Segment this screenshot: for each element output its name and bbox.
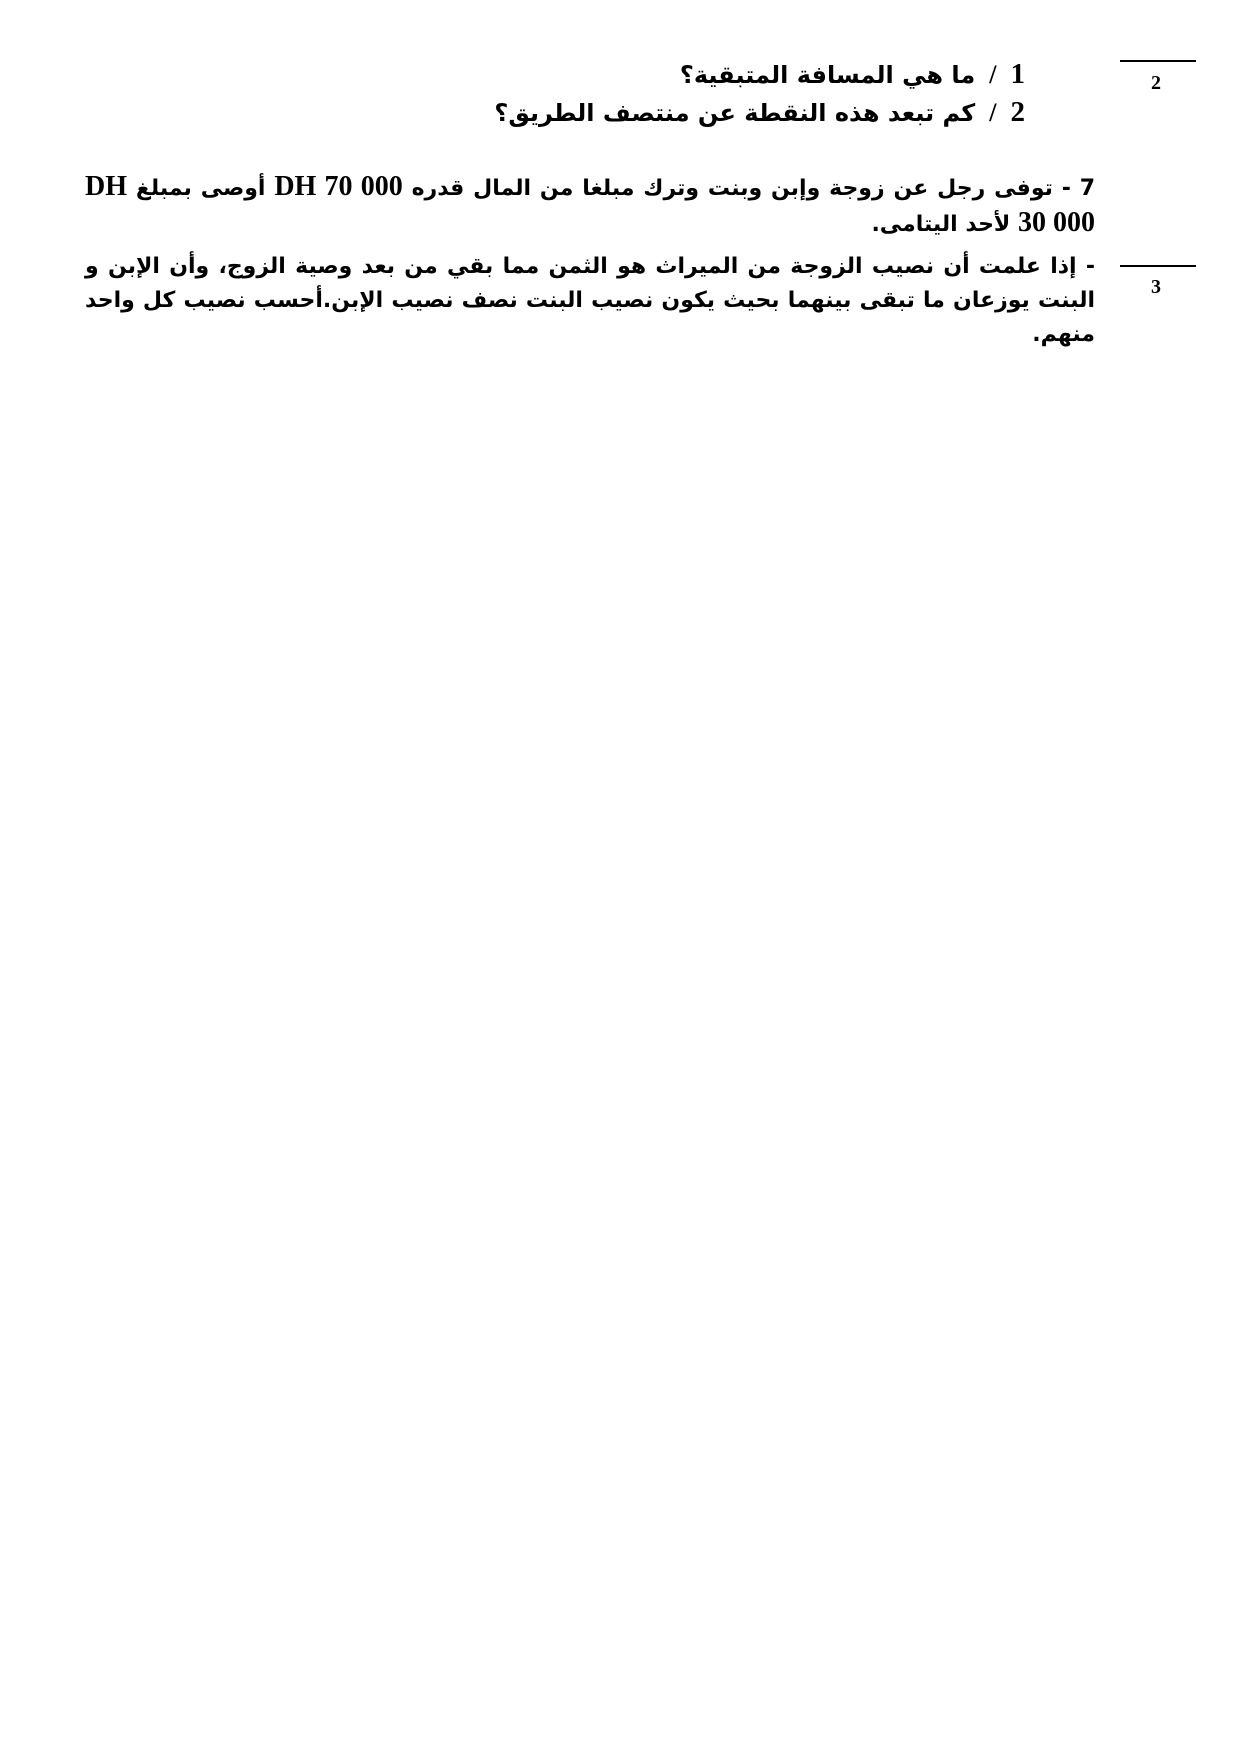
margin-rule-top <box>1120 60 1196 62</box>
exercise-statement <box>85 170 1095 242</box>
question-number: 2 <box>1010 96 1025 128</box>
amount-total: DH 70 000 <box>274 171 403 202</box>
question-separator: / <box>989 60 997 89</box>
exercise-task <box>85 250 1095 352</box>
margin-score-mark-2: 3 <box>1151 276 1161 298</box>
question-line-1 <box>680 58 1025 91</box>
question-text: كم تبعد هذه النقطة عن منتصف الطريق؟ <box>494 99 976 127</box>
statement-end: لأحد اليتامى. <box>871 212 1011 237</box>
statement-start: 7 - توفى رجل عن زوجة وإبن وبنت وترك مبلغا من المال قدره <box>411 176 1096 201</box>
margin-rule-bottom <box>1120 265 1196 267</box>
question-separator: / <box>989 98 997 127</box>
question-line-2 <box>494 96 1025 129</box>
question-text: ما هي المسافة المتبقية؟ <box>679 61 976 89</box>
amount-bequest: DH 30 000 <box>85 171 1095 238</box>
task-text: - إذا علمت أن نصيب الزوجة من الميراث هو الثمن مما بقي من بعد وصية الزوج، وأن الإبن و البنت يوزعان ما تبقى بينهما بحيث يكون نصيب البنت نصف نصيب الإبن.أحسب نصيب كل واحد منهم. <box>85 254 1095 347</box>
question-number: 1 <box>1010 58 1025 90</box>
margin-score-mark-1: 2 <box>1151 72 1161 94</box>
statement-mid: أوصى بمبلغ <box>135 176 266 201</box>
